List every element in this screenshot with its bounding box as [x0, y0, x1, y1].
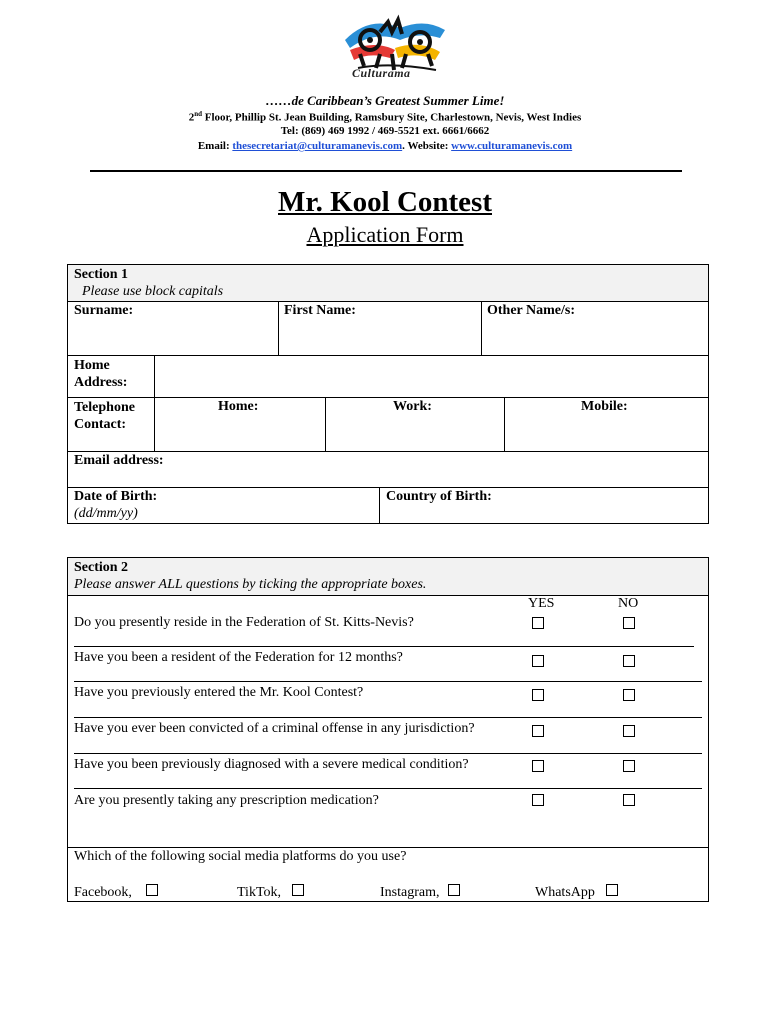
- yes-column-header: YES: [528, 596, 555, 611]
- question-2: Have you been a resident of the Federation for 12 months?: [74, 650, 403, 665]
- q4-no-checkbox[interactable]: [623, 725, 635, 737]
- other-names-field[interactable]: Other Name/s:: [487, 303, 575, 318]
- header-divider: [90, 170, 682, 172]
- country-of-birth-field[interactable]: Country of Birth:: [386, 489, 492, 504]
- surname-field[interactable]: Surname:: [74, 303, 134, 318]
- whatsapp-option[interactable]: WhatsApp: [535, 885, 595, 900]
- email-field[interactable]: Email address:: [74, 453, 164, 468]
- home-address-input[interactable]: [156, 357, 706, 395]
- page-subtitle: Application Form: [306, 222, 464, 247]
- q3-yes-checkbox[interactable]: [532, 689, 544, 701]
- whatsapp-checkbox[interactable]: [606, 884, 618, 896]
- culturama-logo: [340, 10, 450, 88]
- question-5: Have you been previously diagnosed with a severe medical condition?: [74, 757, 469, 772]
- website-link[interactable]: www.culturamanevis.com: [451, 140, 573, 152]
- home-address-label: Home Address:: [74, 358, 128, 390]
- home-phone-field[interactable]: Home:: [218, 399, 259, 414]
- mobile-phone-field[interactable]: Mobile:: [581, 399, 628, 414]
- q4-yes-checkbox[interactable]: [532, 725, 544, 737]
- instagram-option[interactable]: Instagram,: [380, 885, 440, 900]
- tiktok-option[interactable]: TikTok,: [237, 885, 282, 900]
- first-name-field[interactable]: First Name:: [284, 303, 356, 318]
- logo-wordmark: Culturama: [352, 66, 411, 80]
- q5-no-checkbox[interactable]: [623, 760, 635, 772]
- contact-line: Email: thesecretariat@culturamanevis.com. Website: www.culturamanevis.com: [197, 140, 573, 152]
- q2-no-checkbox[interactable]: [623, 655, 635, 667]
- question-4: Have you ever been convicted of a criminal offense in any jurisdiction?: [74, 721, 475, 736]
- telephone-label: Telephone Contact:: [74, 400, 135, 432]
- section1-heading: Section 1: [74, 267, 129, 282]
- section1-table: [67, 264, 709, 524]
- question-6: Are you presently taking any prescription medication?: [74, 793, 379, 808]
- phone-line: Tel: (869) 469 1992 / 469-5521 ext. 6661/6662: [280, 125, 490, 137]
- page-title: Mr. Kool Contest: [278, 186, 492, 218]
- question-1: Do you presently reside in the Federation of St. Kitts-Nevis?: [74, 615, 414, 630]
- dob-format-hint: (dd/mm/yy): [74, 506, 138, 521]
- q6-no-checkbox[interactable]: [623, 794, 635, 806]
- q6-yes-checkbox[interactable]: [532, 794, 544, 806]
- instagram-checkbox[interactable]: [448, 884, 460, 896]
- tagline: ……de Caribbean’s Greatest Summer Lime!: [265, 93, 505, 108]
- email-link[interactable]: thesecretariat@culturamanevis.com: [232, 140, 403, 152]
- tiktok-checkbox[interactable]: [292, 884, 304, 896]
- social-media-question: Which of the following social media platforms do you use?: [74, 849, 407, 864]
- section1-instruction: Please use block capitals: [82, 284, 224, 299]
- facebook-checkbox[interactable]: [146, 884, 158, 896]
- section2-instruction: Please answer ALL questions by ticking the appropriate boxes.: [74, 577, 427, 592]
- q5-yes-checkbox[interactable]: [532, 760, 544, 772]
- q1-yes-checkbox[interactable]: [532, 617, 544, 629]
- work-phone-field[interactable]: Work:: [393, 399, 432, 414]
- question-3: Have you previously entered the Mr. Kool Contest?: [74, 685, 364, 700]
- section2-heading: Section 2: [74, 560, 129, 575]
- facebook-option[interactable]: Facebook,: [74, 885, 132, 900]
- dob-field[interactable]: Date of Birth:: [74, 489, 158, 504]
- q3-no-checkbox[interactable]: [623, 689, 635, 701]
- q2-yes-checkbox[interactable]: [532, 655, 544, 667]
- no-column-header: NO: [618, 596, 639, 611]
- address-line: 2nd Floor, Phillip St. Jean Building, Ramsbury Site, Charlestown, Nevis, West Indies: [188, 110, 582, 124]
- q1-no-checkbox[interactable]: [623, 617, 635, 629]
- section2-table: [67, 557, 709, 902]
